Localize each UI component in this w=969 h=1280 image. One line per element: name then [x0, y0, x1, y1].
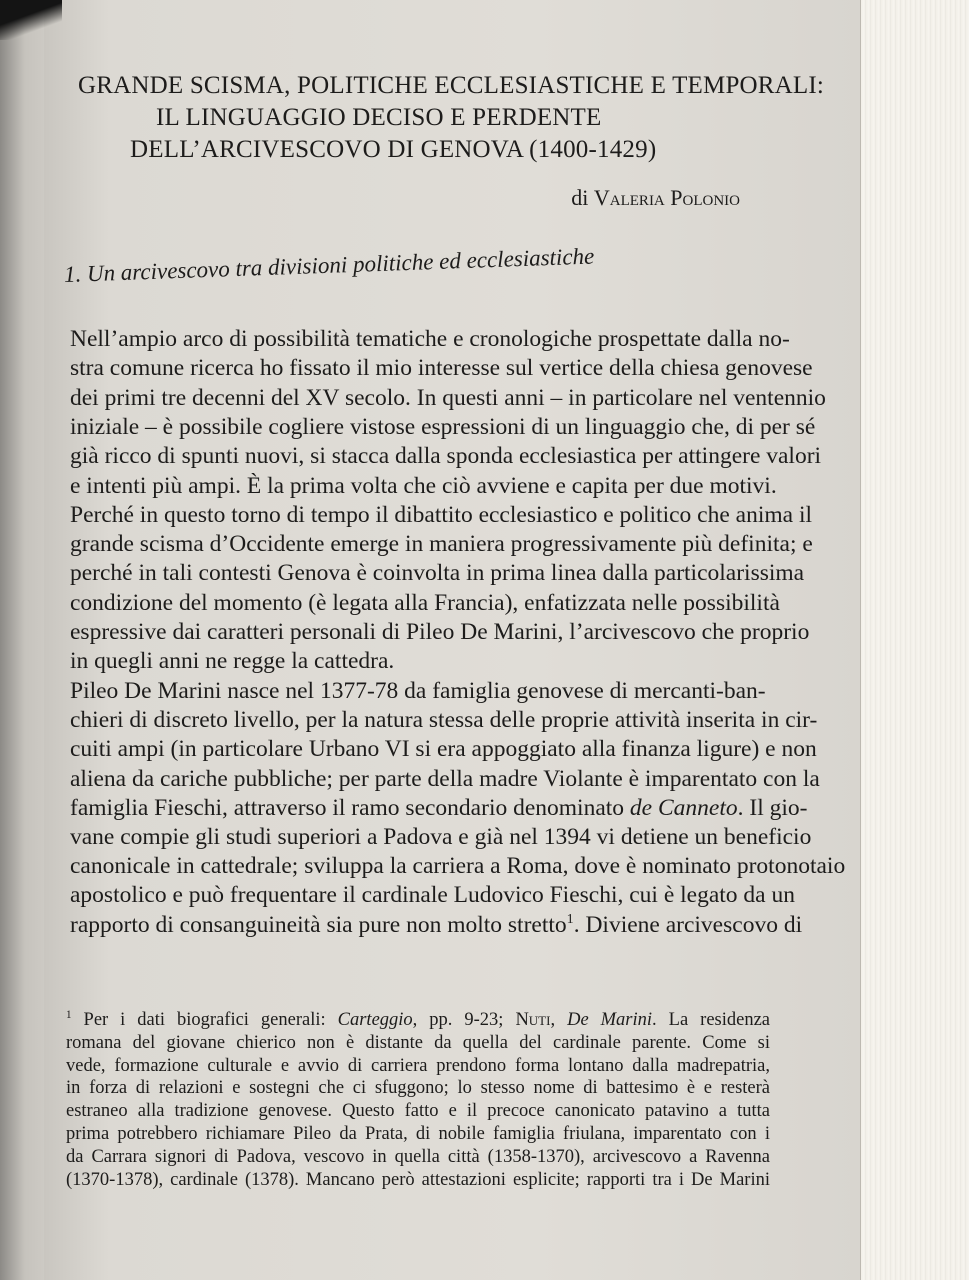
- paragraph2-line: [70, 853, 846, 880]
- text-segment: apostolico e può frequentare il cardinale Ludovico Fieschi, cui è legato da un: [70, 882, 795, 909]
- text-segment: . La residenza: [652, 1010, 771, 1030]
- paragraph2-line: [70, 736, 817, 763]
- footnote-line: [66, 1078, 770, 1099]
- footnote-line: [66, 1124, 770, 1145]
- paragraph2-line: [70, 824, 812, 851]
- text-segment: rapporto di consanguineità sia pure non molto stretto: [70, 911, 567, 938]
- paragraph1-line: [70, 443, 822, 470]
- text-segment: aliena da cariche pubbliche; per parte della madre Violante è imparentato con la: [70, 765, 820, 792]
- footnote-line: [66, 1147, 770, 1168]
- paragraph2-line: [70, 765, 820, 793]
- text-segment: dei primi tre decenni del XV secolo. In questi anni – in particolare nel ventennio: [70, 384, 826, 411]
- text-segment: cuiti ampi (in particolare Urbano VI si era appoggiato alla finanza ligure) e non: [70, 736, 817, 763]
- text-segment: Carteggio: [337, 1010, 413, 1030]
- text-segment: iniziale – è possibile cogliere vistose espressioni di un linguaggio che, di per sé: [70, 413, 816, 440]
- author-prefix: di: [571, 185, 594, 210]
- text-segment: già ricco di spunti nuovi, si stacca dalla sponda ecclesiastica per attingere valori: [70, 443, 822, 470]
- text-segment: (1370-1378), cardinale (1378). Mancano però attestazioni esplicite; rapporti tra i De Marini: [66, 1169, 770, 1190]
- text-segment: condizione del momento (è legata alla Francia), enfatizzata nelle possibilità: [70, 589, 780, 616]
- text-segment: e intenti più ampi. È la prima volta che ciò avviene e capita per due motivi.: [70, 472, 777, 499]
- text-segment: in forza di relazioni e sostegni che ci sfuggono; lo stesso nome di battesimo è e resterà: [66, 1078, 770, 1099]
- footnote-marker[interactable]: 1: [66, 1008, 72, 1021]
- paragraph1-line: [70, 326, 790, 353]
- paragraph2-line: [70, 678, 766, 705]
- footnote-marker[interactable]: 1: [566, 910, 574, 927]
- text-segment: De Marini: [567, 1010, 653, 1030]
- text-segment: . Diviene arcivescovo di: [573, 911, 803, 938]
- paragraph2-line: [70, 794, 808, 822]
- dark-corner: [0, 0, 62, 40]
- paragraph1-line: [70, 619, 810, 646]
- paragraph1-line: [70, 355, 813, 382]
- text-segment: perché in tali contesti Genova è coinvolta in prima linea dalla particolarissima: [70, 560, 805, 587]
- text-segment: grande scisma d’Occidente emerge in maniera progressivamente più definita; e: [70, 531, 813, 558]
- paragraph2-line: [70, 910, 803, 939]
- paragraph1-line: [70, 589, 780, 617]
- text-segment: espressive dai caratteri personali di Pileo De Marini, l’arcivescovo che proprio: [70, 619, 810, 645]
- footnote-line: [66, 1170, 770, 1191]
- author-byline: [440, 185, 740, 210]
- text-segment: prima potrebbero richiamare Pileo da Prata, di nobile famiglia friulana, imparentato con i: [66, 1124, 770, 1144]
- page-edges: [860, 0, 969, 1280]
- footnote-line: [66, 1010, 770, 1031]
- text-segment: . Il gio-: [737, 794, 808, 821]
- paragraph1-line: [70, 531, 813, 558]
- paragraph1-line: [70, 384, 826, 412]
- text-segment: , pp. 9-23;: [412, 1010, 516, 1030]
- text-segment: Per i dati biografici generali:: [71, 1010, 338, 1030]
- paragraph1-line: [70, 501, 813, 529]
- text-segment: chieri di discreto livello, per la natura stessa delle proprie attività inserita in cir-: [70, 707, 818, 734]
- text-segment: de Canneto: [629, 794, 738, 821]
- text-segment: da Carrara signori di Padova, vescovo in quella città (1358-1370), arcivescovo a Ravenna: [66, 1146, 770, 1167]
- text-segment: vane compie gli studi superiori a Padova e già nel 1394 vi detiene un beneficio: [70, 824, 812, 850]
- text-segment: Pileo De Marini nasce nel 1377-78 da famiglia genovese di mercanti-ban-: [70, 678, 766, 704]
- title-line-3: DELL’ARCIVESCOVO DI GENOVA (1400-1429): [130, 136, 657, 163]
- title-line-2: IL LINGUAGGIO DECISO E PERDENTE: [156, 104, 602, 131]
- paragraph2-line: [70, 707, 818, 734]
- footnote-line: [66, 1101, 770, 1122]
- paragraph1-line: [70, 413, 816, 441]
- paragraph1-line: [70, 472, 777, 500]
- text-segment: Perché in questo torno di tempo il dibattito ecclesiastico e politico che anima il: [70, 501, 813, 528]
- text-segment: vede, formazione culturale e avvio di carriera prendono forma lontano dalla madrepatria,: [66, 1055, 770, 1076]
- text-segment: Nell’ampio arco di possibilità tematiche e cronologiche prospettate dalla no-: [70, 326, 790, 352]
- text-segment: ,: [550, 1010, 568, 1030]
- footnote-line: [66, 1033, 770, 1054]
- text-segment: canonicale in cattedrale; sviluppa la carriera a Roma, dove è nominato protonotaio: [70, 853, 846, 880]
- author-name: Valeria Polonio: [593, 185, 740, 210]
- title-line-1: GRANDE SCISMA, POLITICHE ECCLESIASTICHE E TEMPORALI:: [78, 72, 825, 99]
- text-segment: estraneo alla tradizione genovese. Questo fatto e il precoce canonicato patavino a tutta: [66, 1101, 770, 1122]
- text-segment: Nuti: [515, 1010, 551, 1030]
- text-segment: famiglia Fieschi, attraverso il ramo secondario denominato: [70, 794, 630, 821]
- section-heading: 1. Un arcivescovo tra divisioni politiche ed ecclesiastiche: [63, 243, 595, 287]
- footnote-line: [66, 1056, 770, 1077]
- text-segment: in quegli anni ne regge la cattedra.: [70, 648, 395, 675]
- paragraph1-line: [70, 648, 750, 675]
- paragraph1-line: [70, 560, 805, 587]
- text-segment: stra comune ricerca ho fissato il mio interesse sul vertice della chiesa genovese: [70, 355, 813, 382]
- text-segment: romana del giovane chierico non è distante da quella del cardinale parente. Come si: [66, 1032, 770, 1053]
- paragraph2-line: [70, 882, 795, 909]
